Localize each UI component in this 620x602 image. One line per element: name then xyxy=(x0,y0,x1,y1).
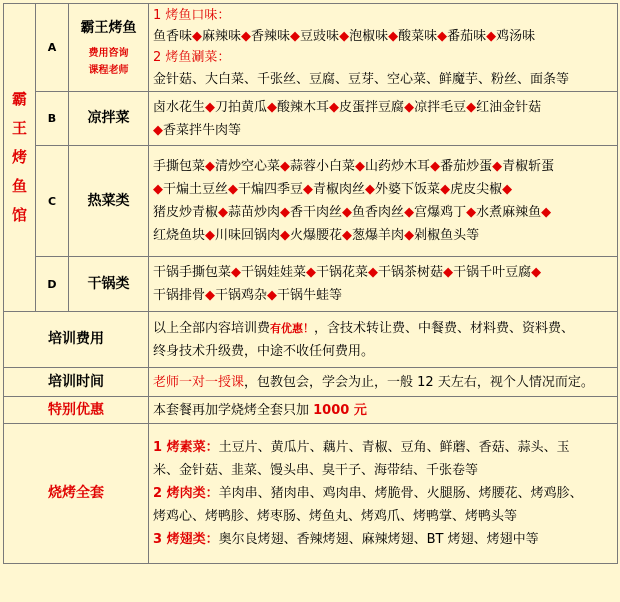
dish-line xyxy=(153,178,615,201)
fee-text: 终身技术升级费，中途不收任何费用。 xyxy=(153,343,375,359)
menu-table xyxy=(3,3,618,564)
dish: 鱼香味 xyxy=(153,28,193,44)
content-a xyxy=(149,4,618,92)
category-c: 热菜类 xyxy=(69,146,149,257)
row-letter-b: B xyxy=(36,92,69,146)
flavor-list xyxy=(153,26,615,47)
category-b: 凉拌菜 xyxy=(69,92,149,146)
bbq-line xyxy=(153,528,615,551)
diamond-icon: ◆ xyxy=(267,288,278,303)
diamond-icon: ◆ xyxy=(365,182,376,197)
row-a xyxy=(4,4,618,92)
content-d xyxy=(149,257,618,312)
dish: 干锅花菜 xyxy=(316,265,369,280)
bbq-content xyxy=(149,424,618,564)
row-d xyxy=(4,257,618,312)
shop-name-char: 王 xyxy=(11,119,27,137)
dish: 泡椒味 xyxy=(349,28,389,44)
category-note: 费用咨询 xyxy=(88,47,129,59)
bbq-meat-title: 烤肉类： xyxy=(166,486,219,501)
special-content xyxy=(149,397,618,424)
diamond-icon: ◆ xyxy=(404,205,415,220)
dish: 番茄炒蛋 xyxy=(440,159,493,174)
diamond-icon: ◆ xyxy=(241,28,252,44)
dish: 刀拍黄瓜 xyxy=(215,99,268,115)
dish-line xyxy=(153,201,615,224)
time-highlight: 老师一对一授课 xyxy=(153,374,245,390)
row-letter-a: A xyxy=(36,4,69,92)
dish: 凉拌毛豆 xyxy=(414,99,467,115)
dish-line xyxy=(153,261,615,284)
shop-name-char: 烤 xyxy=(11,148,27,166)
dish-line xyxy=(153,155,615,178)
dish-line xyxy=(153,96,615,119)
diamond-icon: ◆ xyxy=(531,265,542,280)
dish: 山药炒木耳 xyxy=(365,159,431,174)
bbq-veg-title: 1 烤素菜： xyxy=(153,440,219,455)
time-line xyxy=(153,371,615,394)
diamond-icon: ◆ xyxy=(437,28,448,44)
bbq-veg: 土豆片、黄瓜片、藕片、青椒、豆角、鲜蘑、香菇、蒜头、玉 xyxy=(218,440,570,455)
diamond-icon: ◆ xyxy=(388,28,399,44)
diamond-icon: ◆ xyxy=(192,28,203,44)
dish: 酸辣木耳 xyxy=(277,99,330,115)
bbq-label: 烧烤全套 xyxy=(4,424,149,564)
fee-content xyxy=(149,312,618,368)
bbq-meat: 羊肉串、猪肉串、鸡肉串、烤脆骨、火腿肠、烤腰花、烤鸡胗、 xyxy=(218,486,583,501)
dish: 干锅手撕包菜 xyxy=(153,265,232,280)
content-b xyxy=(149,92,618,146)
dish: 皮蛋拌豆腐 xyxy=(339,99,405,115)
bbq-line xyxy=(153,482,615,505)
dish: 干锅鸡杂 xyxy=(215,288,268,303)
category-a xyxy=(69,4,149,92)
bbq-wing-pre: 3 xyxy=(153,532,167,547)
dish: 干锅茶树菇 xyxy=(378,265,444,280)
dish: 卤水花生 xyxy=(153,99,206,115)
fee-line xyxy=(153,317,615,340)
time-text: ，包教包会，学会为止，一般 12 天左右，视个人情况而定。 xyxy=(244,374,594,390)
row-bbq xyxy=(4,424,618,564)
diamond-icon: ◆ xyxy=(541,205,552,220)
diamond-icon: ◆ xyxy=(205,228,216,243)
diamond-icon: ◆ xyxy=(228,182,239,197)
row-special xyxy=(4,397,618,424)
dish: 虎皮尖椒 xyxy=(450,182,503,197)
dish: 青椒斩蛋 xyxy=(502,159,555,174)
diamond-icon: ◆ xyxy=(231,265,242,280)
diamond-icon: ◆ xyxy=(205,99,216,115)
bbq-veg: 米、金针菇、韭菜、馒头串、臭干子、海带结、千张卷等 xyxy=(153,463,479,478)
diamond-icon: ◆ xyxy=(404,228,415,243)
diamond-icon: ◆ xyxy=(466,205,477,220)
dish: 豆豉味 xyxy=(300,28,340,44)
dish: 宫爆鸡丁 xyxy=(414,205,467,220)
diamond-icon: ◆ xyxy=(267,99,278,115)
diamond-icon: ◆ xyxy=(153,122,163,138)
diamond-icon: ◆ xyxy=(306,265,317,280)
dish: 猪皮炒青椒 xyxy=(153,205,219,220)
dish: 红油金针菇 xyxy=(476,99,542,115)
diamond-icon: ◆ xyxy=(280,228,291,243)
dish-line xyxy=(153,284,615,307)
diamond-icon: ◆ xyxy=(205,159,216,174)
diamond-icon: ◆ xyxy=(290,28,301,44)
dish: 干锅娃娃菜 xyxy=(241,265,307,280)
category-title: 霸王烤鱼 xyxy=(80,19,137,36)
row-letter-d: D xyxy=(36,257,69,312)
bbq-meat: 烤鸡心、烤鸭胗、烤枣肠、烤鱼丸、烤鸡爪、烤鸭掌、烤鸭头等 xyxy=(153,509,518,524)
diamond-icon: ◆ xyxy=(280,159,291,174)
diamond-icon: ◆ xyxy=(440,182,451,197)
dish-line xyxy=(153,119,615,142)
fee-label: 培训费用 xyxy=(4,312,149,368)
diamond-icon: ◆ xyxy=(486,28,497,44)
content-c xyxy=(149,146,618,257)
side-list: 金针菇、大白菜、千张丝、豆腐、豆芽、空心菜、鲜魔芋、粉丝、面条等 xyxy=(153,71,570,87)
dish: 青椒肉丝 xyxy=(313,182,366,197)
dish: 剁椒鱼头等 xyxy=(414,228,480,243)
diamond-icon: ◆ xyxy=(205,288,216,303)
special-text: 本套餐再加学烧烤全套只加 xyxy=(153,402,314,418)
diamond-icon: ◆ xyxy=(368,265,379,280)
dish: 干煸土豆丝 xyxy=(163,182,229,197)
row-b xyxy=(4,92,618,146)
diamond-icon: ◆ xyxy=(466,99,477,115)
bbq-meat-pre: 2 xyxy=(153,486,167,501)
diamond-icon: ◆ xyxy=(342,228,353,243)
row-fee xyxy=(4,312,618,368)
dish: 香干肉丝 xyxy=(290,205,343,220)
diamond-icon: ◆ xyxy=(218,205,229,220)
dish: 葱爆羊肉 xyxy=(352,228,405,243)
time-label: 培训时间 xyxy=(4,368,149,397)
dish: 蒜蓉小白菜 xyxy=(290,159,356,174)
diamond-icon: ◆ xyxy=(430,159,441,174)
time-content xyxy=(149,368,618,397)
fee-text: 以上全部内容培训费 xyxy=(153,320,271,336)
dish: 清炒空心菜 xyxy=(215,159,281,174)
dish: 水煮麻辣鱼 xyxy=(476,205,542,220)
flavor-title: 1 烤鱼口味： xyxy=(153,7,231,23)
side-title: 2 烤鱼涮菜： xyxy=(153,49,231,65)
fee-offer: 有优惠！ xyxy=(270,321,315,335)
dish: 香辣味 xyxy=(251,28,291,44)
shop-name-char: 霸 xyxy=(11,90,27,108)
diamond-icon: ◆ xyxy=(502,182,513,197)
dish: 手撕包菜 xyxy=(153,159,206,174)
bbq-wing-title: 烤翅类： xyxy=(166,532,219,547)
category-note: 课程老师 xyxy=(88,64,129,76)
shop-name-char: 馆 xyxy=(11,206,27,224)
special-price: 1000 元 xyxy=(313,402,367,418)
row-letter-c: C xyxy=(36,146,69,257)
dish: 鱼香肉丝 xyxy=(352,205,405,220)
bbq-line xyxy=(153,436,615,459)
dish: 川味回锅肉 xyxy=(215,228,281,243)
diamond-icon: ◆ xyxy=(153,182,163,197)
diamond-icon: ◆ xyxy=(280,205,291,220)
diamond-icon: ◆ xyxy=(492,159,503,174)
bbq-wing: 奥尔良烤翅、香辣烤翅、麻辣烤翅、BT 烤翅、烤翅中等 xyxy=(218,532,539,547)
diamond-icon: ◆ xyxy=(329,99,340,115)
diamond-icon: ◆ xyxy=(303,182,314,197)
dish: 酸菜味 xyxy=(398,28,438,44)
diamond-icon: ◆ xyxy=(342,205,353,220)
dish: 番茄味 xyxy=(447,28,487,44)
dish: 香菜拌牛肉等 xyxy=(163,122,242,138)
special-label: 特别优惠 xyxy=(4,397,149,424)
diamond-icon: ◆ xyxy=(355,159,366,174)
dish: 麻辣味 xyxy=(202,28,242,44)
dish: 火爆腰花 xyxy=(290,228,343,243)
dish: 干锅排骨 xyxy=(153,288,206,303)
row-time xyxy=(4,368,618,397)
dish: 红烧鱼块 xyxy=(153,228,206,243)
dish: 蒜苗炒肉 xyxy=(228,205,281,220)
category-d: 干锅类 xyxy=(69,257,149,312)
fee-text: ，含技术转让费、中餐费、材料费、资料费、 xyxy=(314,320,575,336)
diamond-icon: ◆ xyxy=(404,99,415,115)
dish: 鸡汤味 xyxy=(496,28,536,44)
dish: 干煸四季豆 xyxy=(238,182,304,197)
dish-line xyxy=(153,224,615,247)
dish: 干锅牛蛙等 xyxy=(277,288,343,303)
dish: 干锅千叶豆腐 xyxy=(453,265,532,280)
dish: 外婆下饭菜 xyxy=(375,182,441,197)
row-c xyxy=(4,146,618,257)
diamond-icon: ◆ xyxy=(443,265,454,280)
diamond-icon: ◆ xyxy=(339,28,350,44)
shop-name xyxy=(4,4,36,312)
shop-name-char: 鱼 xyxy=(11,177,27,195)
